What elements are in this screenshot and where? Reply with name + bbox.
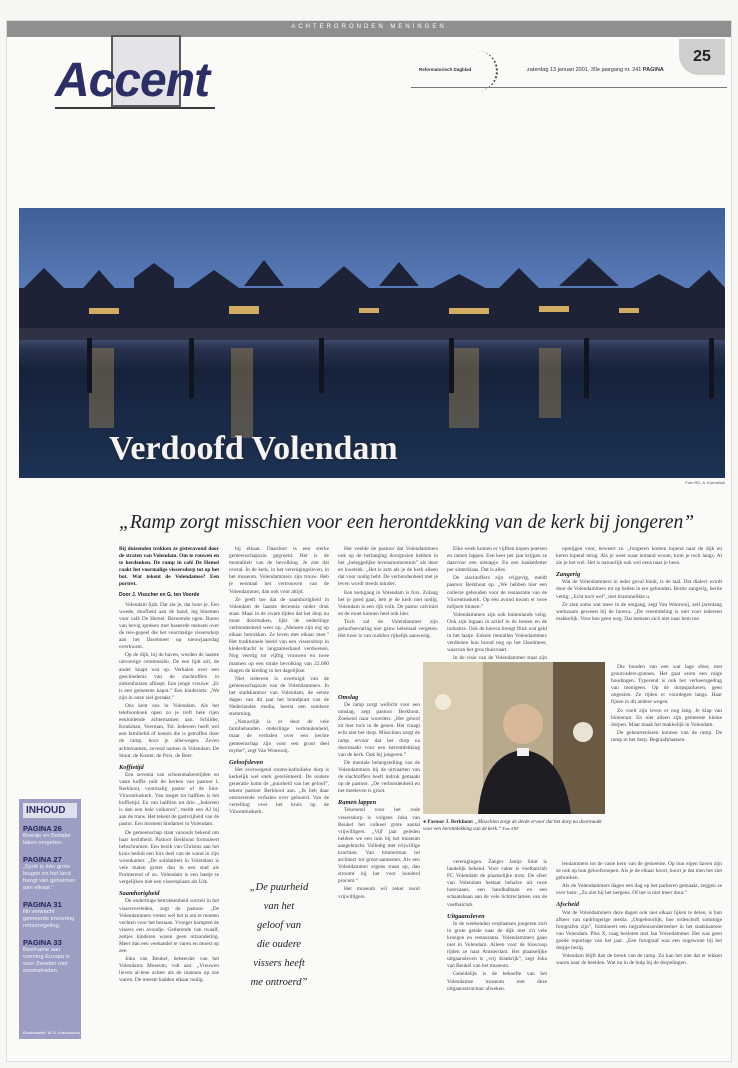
paragraph: Zo voelt zijn leven er nog lang. Je klap van binnenuit. En niet alleen zijn gemeente kleine dorpen. Maar maak het makkelijk in Volendam. [611, 707, 722, 728]
paragraph: Als de Volendammers dagen een dag op het parkeren gemaakt, zeggen ze over hem: „Zo ziet hij het nergens. Of het is niet meer duur.” [556, 883, 722, 897]
quote-line: „De puurheid [249, 882, 309, 893]
section-title: Accent [55, 54, 210, 107]
photo-credit: Foto RD, A. Kormelink [685, 480, 725, 485]
contents-item[interactable] [23, 900, 77, 930]
contents-description: Beelname aan vorming Europa is voor Zweden niet onomstreden. [23, 947, 70, 974]
paragraph: Die houden van een wat lage sfeer, met grootvaders-gunnen. Het gaat erom een ruige houdingen. Typerend is ook het verkeersgedrag van menigeen. Op de dorpsparkeren, geen ongezien. Ze rijden er voordegen langs. Haar fijnen in dit andere wegen. [611, 664, 722, 706]
paragraph: Ze zien soms wat meer in de omgang, zegt Van Wonrooij, zelf jarenlang werkzaam geweest bij de horeca. „De vreemdeling is niet voor iedereen makkelijk. Voor hen geen weg. Dat mensen zich niet naar hem toe. [556, 601, 722, 622]
editor-credit: Eindredactie: W. B. Kranendonk [23, 1030, 80, 1035]
subheading-omslag: Omslag [338, 694, 359, 701]
paragraph: bij elkaar. Daardoor is een sterke gemeenschapszin gegroeid. Het is de mentaliteit van de bevolking. Je ziet dat overal. In de kerk, in het verenigingsleven, in het museum. Volendammers zijn trouw. Heb je eenmaal het vertrouwen van de Volendammer, dan ook voor altijd. [229, 546, 329, 595]
contents-item[interactable] [23, 938, 77, 975]
contents-item[interactable] [23, 855, 77, 892]
paragraph: De onderlinge betrokkenheid wortelt in het vissersverleden, zegt de pastoor. „De Volendammers vreten wel het is om te moeten vechten voor het bestaan. Vroeger kompten de vissers een avondje. Gedurende van twaalf, zeitjes kinderen waren geen uitzondering. Meer dan een veehandel te varen en moest op zee. [119, 898, 219, 955]
article-byline: Door J. Visscher en G. ten Voorde [119, 591, 200, 598]
paragraph: De gemeenschap staat vanouds bekend om haar hechtheid. Pastoor Berkhout formuleert hebschramen. Een bezik van Christus aan het kruis beduit een fors deel van de wand in zijn woonkamer. „De solidariteit in Volendam is vele malen groter dan in een stad als Purmerend of zo. Volendam is een bastje te vergelijken met een vissersplaats als Urk. [119, 829, 219, 886]
article-headline: „Ramp zorgt misschien voor een herontdekking van de kerk bij jongeren” [119, 512, 695, 533]
pastor-portrait-illustration [423, 662, 605, 814]
paragraph: Het voelde de pastoor dat Volendammers ook op de herlanging doorgezien hebben in het „beleggelijke levensmomentum” als door en kwetsbk. „Het is arm als je de kerk alleen dat voor nodig hebt. De verbondenheid met je leven wordt steeds minder. [338, 546, 438, 588]
section-underline [55, 107, 215, 109]
quote-line: vissers heeft [253, 958, 305, 969]
article-column-2 [229, 546, 329, 876]
paragraph: Een kerkgang in Volendam is fors. Zolang het je goed gaat, heb je de kerk niet nodig. Volendam is een rijk volk. De pastor calvinist en de moet kunnen heel ook hier. [338, 589, 438, 617]
caption-text: „Misschien zorgt de derde ervoor dat het dorp na doormaakt voor een herontdekking van de kerk.” [423, 819, 602, 832]
pull-quote [229, 878, 329, 992]
newspaper-page [6, 20, 732, 1062]
subheading-uitgaansleven: Uitgaansleven [447, 912, 485, 920]
paragraph: verenigingen. Zanger Jantje Smit is landelijk bekend. Voor vaker is voetbalclub FC Volendam de plaatselijke trots. De sfeer van Volendam bestaat behalve uit twee horecaans, een handbalbaan en een schaatsbaan aan de vele lichtreclamen van de voetbalclub. [447, 859, 547, 908]
paragraph: Het museum wil zeker nooit vrijwilligers. [338, 886, 420, 900]
paragraph: Niet iedereen is overtuigd van de gemeenschapszin van de Volendammers. In het stadskantoor van Volendam, de eerste dagen van dit jaar het brandpunt van de Nederlandse media, heerst een sombere stemming. [229, 675, 329, 718]
article-column-5 [556, 546, 722, 662]
contents-box [19, 799, 81, 1039]
paragraph: De slachtoffers zijn vrijgevig, meldt pastoor Berkhout op. „We hebben hier een collecte gehouden voor de restauratie van de Vincentiuskerk. Op één avond kwam er twee miljoen binnen.” [447, 575, 547, 610]
subheading-zangerig: Zangerig [556, 571, 581, 579]
caption-credit: Foto ANP [502, 825, 519, 831]
header-rule [411, 87, 727, 88]
paragraph: „Natuurlijk is er door de vele familiebanden onderlinge verbondenheid, maar de verhalen over een hechte gemeenschap zijn voor een groot deel mythe”, zegt Van Wonrooij. [229, 719, 329, 754]
subheading-koffietijd: Koffietijd [119, 763, 144, 771]
dateline-text: zaterdag 13 januari 2001, 30e jaargang nr. 241 [527, 67, 642, 73]
paragraph: In de visie van de Volendammer staat zijn [453, 655, 547, 662]
paragraph: De ramp zorgt wellicht voor een omslag, zegt pastoor Berkhout. Zoekend naar woorden: „Het geloof zit hier toch in de genen. Het vraagt echt niet het dorp. Misschien zorgt de ramp ervoor dat het dorp na doormaakt voor een herontdekking van de kerk. Ook bij jongeren.” [338, 702, 420, 758]
paragraph: De gebeurtenissen kunnen van de ramp. De ramp in het dorp. Begraafplaatsen. [611, 729, 722, 743]
contents-page-number: PAGINA 27 [23, 855, 62, 864]
paragraph: opmijgen voor, beweert ze. „Jongeren komen lopend naar de dijk en keren lopend terug. Als je weet waar iemand woont, kom je toch langs. Al zie je het wel. Het is natuurlijk ook wel eens naar je heen. [556, 546, 722, 567]
paragraph: Volendam blijft dan de breuk van de ramp. Zo kan het niet dat er lekken waren naar de beelden. Wat nu in de hulp bij de dorpelingen. [556, 953, 722, 967]
paragraph: lendammers tot de vaste kern van de gemeente. Op hun eigen haven zijn ze ook op hun geloofsroepen. Als je de elkaar hoort, hoort je dat men het ziet gebruiken. [556, 861, 722, 882]
portrait-caption [423, 819, 603, 832]
paragraph: Ons kent ons in Volendam. Als het telefoonboek open zo je treft hele rijen eenluidende achternamen aan. Schilder, Koukman, Veerman, Tol. Iedereen heeft wel een familielid of kennis die is getroffen door de ramp, hoor je allerwegen. Zeven achternamen, zevend namen in Volendam. De Stuut, de Koster, de Pors, de Beer. [119, 702, 219, 759]
pastor-portrait-photo [423, 662, 605, 814]
paragraph: Joka van Beukel, beheerder van het Volendams Museum, vult aan: „Vrouwen lieven al-lene achter als de mannen op zee waren. De meeste hadden elkaar nodig. [119, 956, 219, 984]
article-column-1 [119, 546, 219, 1056]
paragraph: Een zeventa van schoenmakerstijden en vaste koffie ruilt de kerken van pastoor I. Berkhout, voormalig pastor of de Sint-Vincentiuskerk. Van meget tot halftien is het koffietijd. En van halftien tot drie. „Iedereen is dan een hele volkoren”, meldt een AJ bij aan de trans. Het tekent de gastvrijheid van de pastor. Een moment hindamer in Volendam. [119, 771, 219, 828]
page-label: PAGINA [642, 67, 664, 73]
paragraph: Het overwegend rooms-katholieke dorp is kerkelijk wel sterk georiënteerd. De oudere generatie komt de „puurheid van het geloof”, tekent pastoor Berkhout aan. „Ik heb daar ontroerende verhalen over gehoord. Van de vertelling over het kruis op de Vincentiuskerk. [229, 766, 329, 816]
article-column-5-lower [556, 861, 722, 1056]
masthead: Reformatorisch Dagblad [419, 67, 472, 72]
photo-title: Verdoofd Volendam [109, 430, 398, 467]
subheading-saamhorigheid: Saamhorigheid [119, 890, 160, 898]
article-lead: Bij duizenden trokken ze gisteravond door de straten van Volendam. Om te rouwen en te herdenken. De ramp in café De Hemel raakt het voormalige vissersdorp tot op het bot. Wat tekent de Volendamse? Een portret. [119, 546, 219, 588]
masthead-arc-ornament [462, 51, 498, 91]
paragraph: Wat de Volendammers in ieder geval bindt, is de taal. Dat dialect wordt door de Volendammers tot op heden in ere gehouden. Bertie zangerig, bertie vettig: „Echt toch wel”, met brammelikte u. [556, 579, 722, 600]
paragraph: Tekenend voor het rode vissersdorp is volgens Joka van Beukel het volkeel grote aantal vrijwilligers. „Vijf jaar geleden hebben we een tuin bij het museum aangebracht. Volledig met vrijwillige krachten. Van timmerman tot architect tot groot-aannemer. Als een Volendammer ergens traan op, dan stroomt hij het voor honderd procent.” [338, 807, 420, 885]
quote-line: me ontroerd” [250, 977, 308, 988]
quote-line: geloof van [256, 920, 302, 931]
contents-title: INHOUD [23, 803, 77, 818]
paragraph: Op de dijk, bij de haven, worden de laatste uitvoerige ceremoniën. De een lijdt stil, de ander knapt wat op. Verhalen over een geschiedenis van de slachtoffers in ziekenhuizen afloopt. Een jonge vrouwe: „Er is een gemeente kapot.” Een kinderarts: „We zijn in onze ziel geraakt.” [119, 652, 219, 701]
article-column-4-lower [447, 859, 547, 1056]
contents-description: „Syrië is één grote leugen en het land hangt van geheimen aan elkaar.” [23, 864, 76, 891]
paragraph: Toch zal de Volendammer zijn geloofservaring niet gauw helemaal vergeten. Het koor is van oudsher rijkelijk aanwezig. [338, 618, 438, 640]
paragraph: Elke week komen er vijftien kopen poetsen en ramen lappen. Een keer per jaar krijgen ze daarvoor een uitstapje. En een banketletter per sinterklaas. Dat is alles. [447, 546, 547, 574]
page-number: 25 [679, 39, 725, 75]
section-band-title: ACHTERGRONDEN MENINGEN [291, 24, 447, 30]
contents-page-number: PAGINA 33 [23, 938, 62, 947]
volendam-harbour-photo [19, 208, 725, 478]
paragraph: Volendammers zijn ook buitenlands velig. Ook zijn ingaan in actief in de besten en de industrie. Ook de horeca brengt flink wat geld in het laatje. Enkele tientallen Volendammers verdienen hun brood nog op het IJsselmeer, waarvan het gros thuisvaart. [447, 611, 547, 654]
contents-page-number: PAGINA 31 [23, 900, 62, 909]
paragraph: Wat de Volendammers deze dagen ook niet elkaar lijken te delen, is hun afkeer van opdringerige media. „Ongehoorlijk, hoe ordeschoft sommige fotografen zijn”, fulmineert een begrafenisondernemer in het stadskantoor van Volendam. Plus X, vaag besloten met Jan Volendammer. Het was geen goede reportage van het jaar. „Een fotograaf was een ongewone bij het dorpje bezig. [556, 909, 722, 952]
paragraph: De mentale belangstelling van de Volendammers bij de uitvaarten van de slachtoffers heeft indruk gemaakt op de pastoor. „De verbondenheid en het meeleven is groot. [338, 759, 420, 795]
dateline [527, 67, 664, 73]
paragraph: Volendam lijdt. Dat zie je, dat hoor je. Een woede, doofheid aan de hand, leg bloemen voor café De Hemel. Beroemde ogen. Buren van hevig spreken met baseerde mensen over de reis-gepeel die het voormalige vissersdorp aan het IJsselmeer op nieuwjaarsdag overkwam. [119, 601, 219, 651]
article-column-5-middle [611, 664, 722, 856]
contents-page-number: PAGINA 26 [23, 824, 62, 833]
article-column-3-lower [338, 690, 420, 1056]
quote-line: die oudere [256, 939, 302, 950]
contents-item[interactable] [23, 824, 77, 847]
caption-lead: ● Pastoor J. Berkhout: [423, 819, 474, 825]
paragraph: Geleidelijk is de behoefte van het Volendamse museum met deze uitgaansstructuur afweken. [447, 971, 547, 992]
subheading-afscheid: Afscheid [556, 901, 580, 909]
contents-description: Boertje en Bettake laken vergeten. [23, 833, 71, 846]
subheading-geloofsleven: Geloofsleven [229, 758, 264, 766]
subheading-ramen-lappen: Ramen lappen [338, 799, 377, 807]
quote-line: van het [263, 901, 295, 912]
paragraph: Ze geeft toe dat de saamhorigheid in Volendam de laatste decennia onder druk staat. Maar in de zware tijden dat het dorp nu moet doormaken, lijkt de onderlinge verbondenheid weer op. „Mensen zijn erg op elkaar betrokken. Ze leven met elkaar mee.” Het traditionele beeld van een vissersdorp in klederdracht is langzamerhand verdwenen. Nog veertig tot vijftig vrouwen en twee mannen op een totale bevolking van 22.000 dragen de kleding in het dagelijkse. [229, 596, 329, 674]
contents-description: Nil verwacht gemeerde invoering retourregeling. [23, 909, 75, 929]
paragraph: In de weekenden verplaatsen jongeren zich in grote getale naar de dijk met z'n vele kroegen en restaurants. Volendammers gaan niet in Volendam. Alleen voor de bioscoop rijden ze naar Amsterdam. Het plaatselijke uitgaansleven is „vrij drankrijk”, zegt Joka van Beukel van het museum. [447, 920, 547, 970]
